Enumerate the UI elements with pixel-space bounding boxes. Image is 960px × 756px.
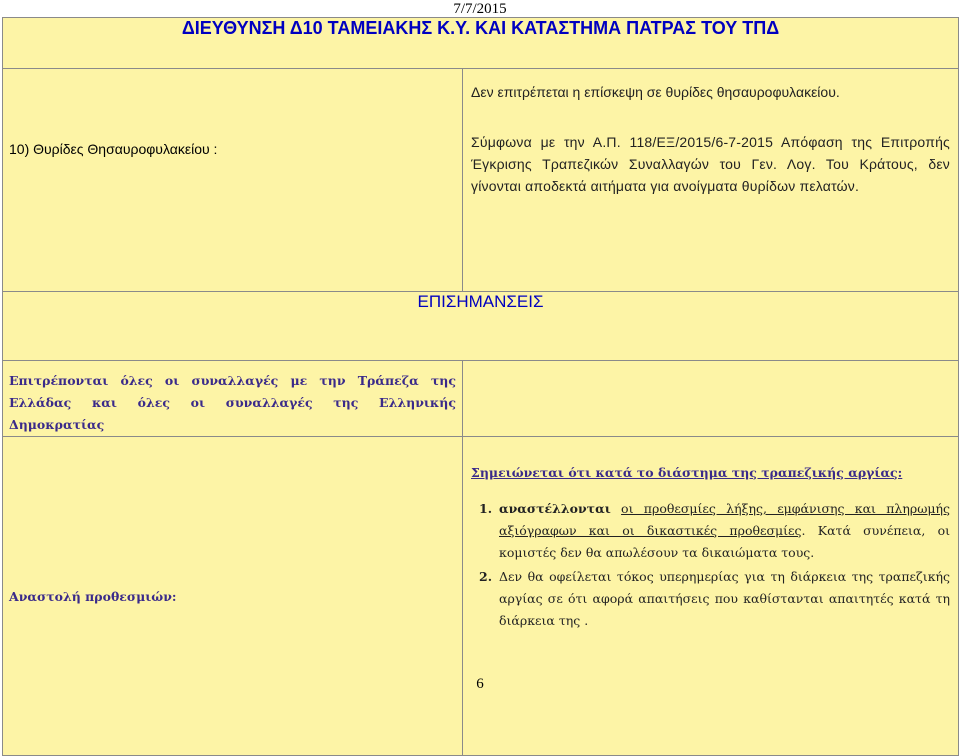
item-underlined: οι προθεσμίες λήξης, εμφάνισης και πληρωμής αξιόγραφων και οι δικαστικές προθεσμίες [499, 501, 951, 538]
item-number: 1. [479, 501, 493, 516]
list-item [471, 498, 950, 564]
suspension-row [3, 437, 959, 756]
vaults-label: 10) Θυρίδες Θησαυροφυλακείου : [3, 69, 463, 292]
item-rest: . Κατά συνέπεια, οι κομιστές δεν θα απωλέσουν τα δικαιώματα τους. [499, 523, 951, 560]
suspension-list [471, 498, 950, 632]
suspension-label: Αναστολή προθεσμιών: [3, 437, 463, 756]
suspension-intro: Σημειώνεται ότι κατά το διάστημα της τραπεζικής αργίας: [471, 465, 903, 480]
notices-heading: ΕΠΙΣΗΜΑΝΣΕΙΣ [3, 292, 959, 361]
document-table [2, 17, 959, 756]
suspension-content [463, 437, 959, 756]
vaults-row [3, 69, 959, 292]
page-number: 6 [476, 676, 484, 692]
item-number: 2. [479, 569, 493, 584]
vaults-paragraph-1: Δεν επιτρέπεται η επίσκεψη σε θυρίδες θησαυροφυλακείου. [471, 84, 840, 100]
allowed-transactions: Επιτρέπονται όλες οι συναλλαγές με την Τράπεζα της Ελλάδας και όλες οι συναλλαγές της Ελληνικής Δημοκρατίας [3, 361, 463, 437]
document-title: ΔΙΕΥΘΥΝΣΗ Δ10 ΤΑΜΕΙΑΚΗΣ Κ.Υ. ΚΑΙ ΚΑΤΑΣΤΗΜΑ ΠΑΤΡΑΣ ΤΟΥ ΤΠΔ [3, 18, 959, 69]
header-date: 7/7/2015 [453, 1, 507, 17]
notices-row [3, 292, 959, 361]
item-lead: αναστέλλονται [499, 501, 611, 516]
item-text: Δεν θα οφείλεται τόκος υπερημερίας για τη διάρκεια της τραπεζικής αργίας σε ότι αφορά απαιτήσεις που καθίστανται απαιτητές κατά τη διάρκεια της . [499, 569, 951, 628]
list-item [471, 566, 950, 632]
allowed-row [3, 361, 959, 437]
allowed-empty-cell [463, 361, 959, 437]
vaults-paragraph-2: Σύμφωνα με την Α.Π. 118/ΕΞ/2015/6-7-2015 Απόφαση της Επιτροπής Έγκρισης Τραπεζικών Συναλλαγών του Γεν. Λογ. Του Κράτους, δεν γίνονται αποδεκτά αιτήματα για ανοίγματα θυρίδων πελατών. [471, 134, 951, 194]
title-row [3, 18, 959, 69]
vaults-content [463, 69, 959, 292]
